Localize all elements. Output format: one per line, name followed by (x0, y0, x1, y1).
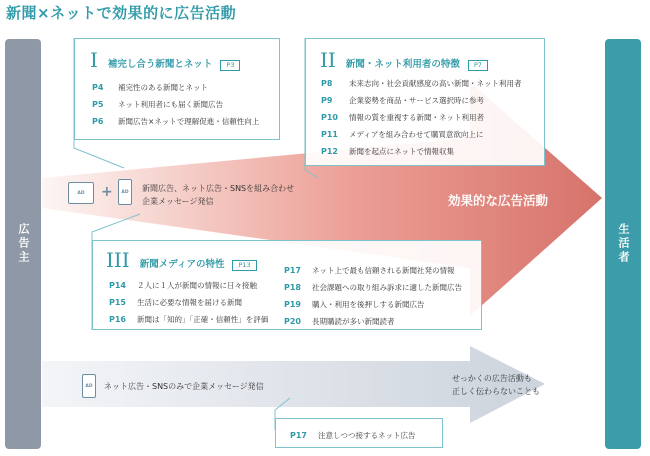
list-item: P12 新聞を起点にネットで情報収集 (321, 147, 454, 156)
consumer-bar: 生活者 (605, 39, 641, 449)
list-item: P14 ２人に１人が新聞の情報に日々接触 (109, 281, 257, 290)
section1-header (90, 48, 240, 72)
section3-title: 新聞メディアの特性 (139, 259, 225, 270)
section2-roman: II (320, 48, 336, 72)
list-item: P19 購入・利用を後押しする新聞広告 (284, 300, 425, 309)
list-item: P5 ネット利用者にも届く新聞広告 (92, 100, 223, 109)
smartphone-icon: AD (118, 179, 132, 205)
net-only-result-line2: 正しく伝わらないことも (452, 387, 540, 396)
section2-title: 新聞・ネット利用者の特徴 (345, 59, 460, 70)
net-only-text: ネット広告・SNSのみで企業メッセージ発信 (104, 382, 264, 391)
list-item: P15 生活に必要な情報を届ける新聞 (109, 298, 242, 307)
section1-roman: I (90, 48, 98, 72)
section1-title: 補完し合う新聞とネット (107, 59, 213, 70)
section1-page-tag: P3 (220, 60, 240, 71)
advertiser-bar: 広告主 (5, 39, 41, 449)
list-item: P16 新聞は「知的」「正確・信頼性」を評価 (109, 315, 269, 324)
list-item: P17 ネット上で最も信頼される新聞社発の情報 (284, 266, 455, 275)
list-item: P11 メディアを組み合わせて購買意欲向上に (321, 130, 484, 139)
plus-icon: + (101, 184, 113, 200)
page-title: 新聞×ネットで効果的に広告活動 (6, 4, 237, 22)
section2-header (320, 48, 488, 72)
list-item: P20 長期購読が多い新聞読者 (284, 317, 395, 326)
net-only-result-line1: せっかくの広告活動も (452, 374, 532, 383)
section3-page-tag: P13 (232, 260, 256, 271)
smartphone-icon: AD (82, 374, 96, 398)
section3-header (106, 248, 257, 272)
combo-text-line1: 新聞広告、ネット広告・SNSを組み合わせ (142, 184, 295, 193)
combo-text-line2: 企業メッセージ発信 (142, 197, 214, 206)
list-item: P8 未来志向・社会貢献感度の高い新聞・ネット利用者 (321, 79, 522, 88)
list-item: P6 新聞広告×ネットで理解促進・信頼性向上 (92, 117, 260, 126)
list-item: P9 企業姿勢を商品・サービス選択時に参考 (321, 96, 484, 105)
section2-page-tag: P7 (468, 60, 488, 71)
section3-roman: III (106, 248, 130, 272)
bottom-box-item: P17 注意しつつ接するネット広告 (290, 431, 416, 440)
list-item: P10 情報の質を重視する新聞・ネット利用者 (321, 113, 484, 122)
list-item: P4 補完性のある新聞とネット (92, 83, 208, 92)
list-item: P18 社会課題への取り組み訴求に適した新聞広告 (284, 283, 462, 292)
effect-label: 効果的な広告活動 (448, 193, 549, 208)
newspaper-icon: AD (68, 182, 94, 204)
